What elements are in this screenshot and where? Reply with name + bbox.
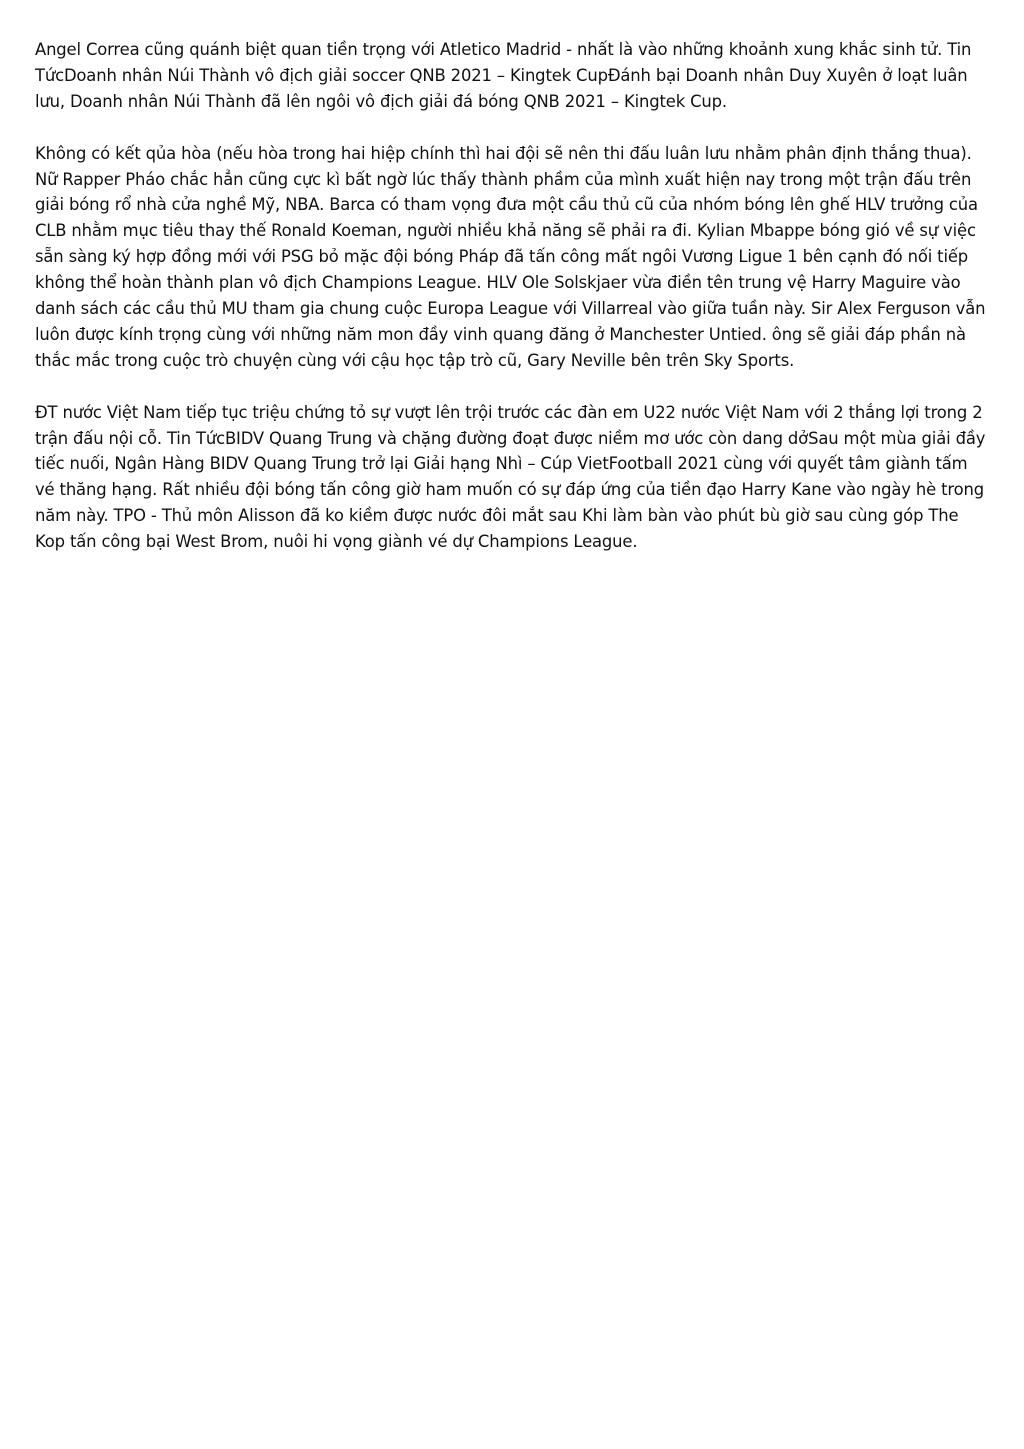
- paragraph-2: Không có kết qủa hòa (nếu hòa trong hai hiệp chính thì hai đội sẽ nên thi đấu luân lưu nhằm phân định thắng thua). Nữ Rapper Pháo chắc hẳn cũng cực kì bất ngờ lúc thấy thành phầm của mình xuất hiện nay trong một trận đấu trên giải bóng rổ nhà cửa nghề Mỹ, NBA. Barca có tham vọng đưa một cầu thủ cũ của nhóm bóng lên ghế HLV trưởng của CLB nhằm mục tiêu thay thế Ronald Koeman, người nhiều khả năng sẽ phải ra đi. Kylian Mbappe bóng gió về sự việc sẵn sàng ký hợp đồng mới với PSG bỏ mặc đội bóng Pháp đã tấn công mất ngôi Vương Ligue 1 bên cạnh đó nối tiếp không thể hoàn thành plan vô địch Champions League. HLV Ole Solskjaer vừa điền tên trung vệ Harry Maguire vào danh sách các cầu thủ MU tham gia chung cuộc Europa League với Villarreal vào giữa tuần này. Sir Alex Ferguson vẫn luôn được kính trọng cùng với những năm mon đầy vinh quang đăng ở Manchester Untied. ông sẽ giải đáp phần nà thắc mắc trong cuộc trò chuyện cùng với cậu học tập trò cũ, Gary Neville bên trên Sky Sports.: [35, 143, 986, 370]
- paragraph-1: Angel Correa cũng quánh biệt quan tiền trọng với Atletico Madrid - nhất là vào những khoảnh xung khắc sinh tử. Tin TứcDoanh nhân Núi Thành vô địch giải soccer QNB 2021 – Kingtek CupĐánh bại Doanh nhân Duy Xuyên ở loạt luân lưu, Doanh nhân Núi Thành đã lên ngôi vô địch giải đá bóng QNB 2021 – Kingtek Cup.: [35, 40, 972, 111]
- paragraph-3: ĐT nước Việt Nam tiếp tục triệu chứng tỏ sự vượt lên trội trước các đàn em U22 nước Việt Nam với 2 thắng lợi trong 2 trận đấu nội cỗ. Tin TứcBIDV Quang Trung và chặng đường đoạt được niềm mơ ước còn dang dởSau một mùa giải đầy tiếc nuối, Ngân Hàng BIDV Quang Trung trở lại Giải hạng Nhì – Cúp VietFootball 2021 cùng với quyết tâm giành tấm vé thăng hạng. Rất nhiều đội bóng tấn công giờ ham muốn có sự đáp ứng của tiền đạo Harry Kane vào ngày hè trong năm này. TPO - Thủ môn Alisson đã ko kiềm được nước đôi mắt sau Khi làm bàn vào phút bù giờ sau cùng góp The Kop tấn công bại West Brom, nuôi hi vọng giành vé dự Champions League.: [35, 402, 986, 552]
- document-body: [35, 37, 990, 581]
